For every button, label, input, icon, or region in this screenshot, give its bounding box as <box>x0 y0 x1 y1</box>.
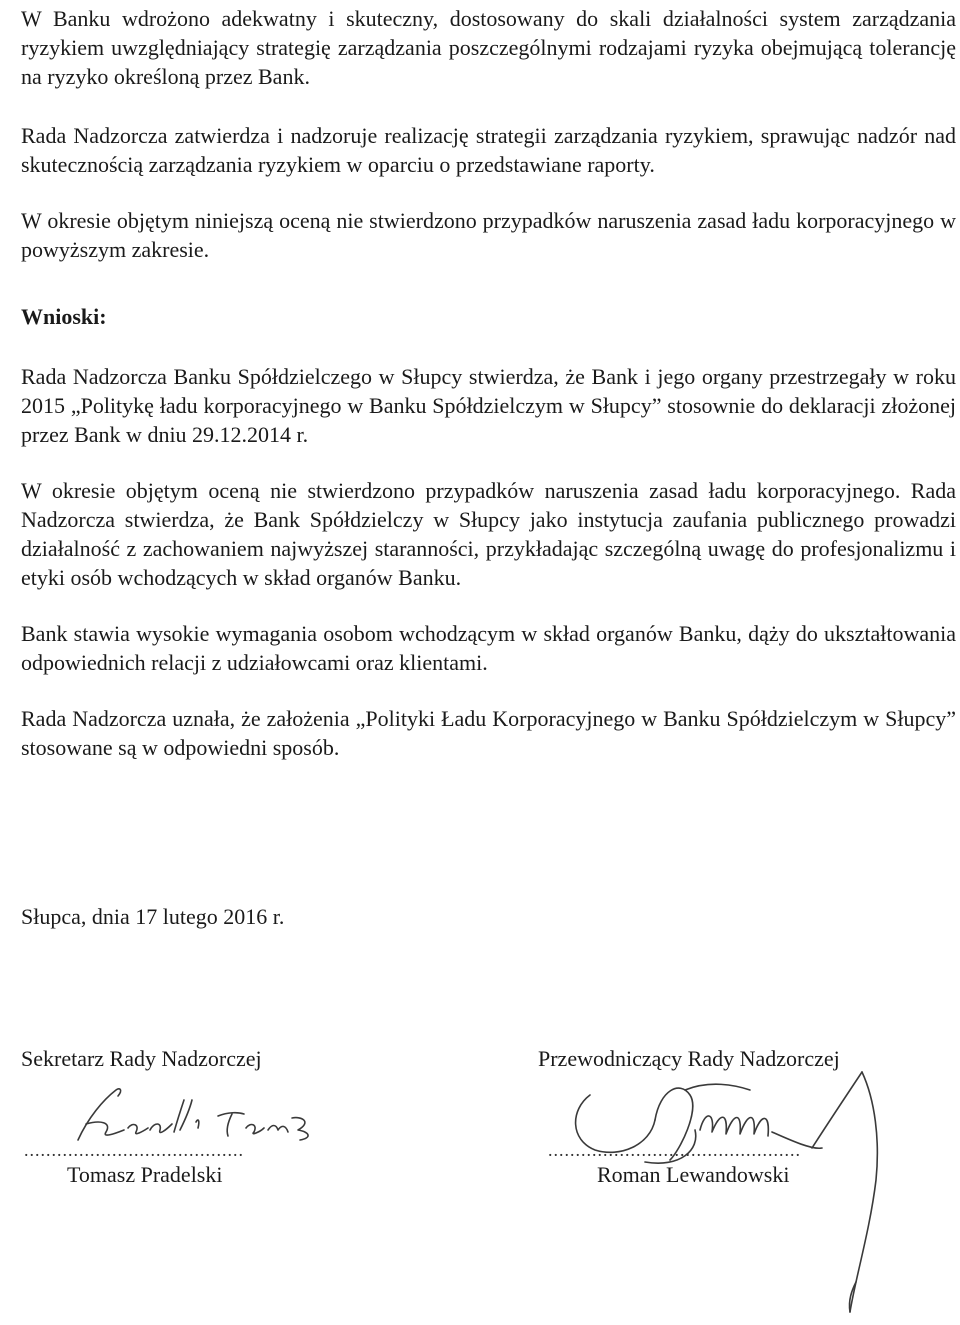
paragraph-no-violations: W okresie objętym niniejszą oceną nie stwierdzono przypadków naruszenia zasad ładu korporacyjnego w powyższym zakresie. <box>21 208 956 262</box>
conclusions-heading: Wnioski: <box>21 304 107 329</box>
chairman-name: Roman Lewandowski <box>597 1162 790 1187</box>
secretary-title: Sekretarz Rady Nadzorczej <box>21 1046 262 1071</box>
conclusion-policy-applied: Rada Nadzorcza uznała, że założenia „Polityki Ładu Korporacyjnego w Banku Spółdzielczym w Słupcy” stosowane są w odpowiedni sposób. <box>21 706 956 760</box>
place-and-date: Słupca, dnia 17 lutego 2016 r. <box>21 904 285 929</box>
conclusion-diligence: W okresie objętym oceną nie stwierdzono przypadków naruszenia zasad ładu korporacyjnego. Rada Nadzorcza stwierdza, że Bank Spółdzielczy w Słupcy jako instytucja zaufania publicznego prowadzi działalność z zachowaniem najwyższej staranności, przykładając szczególną uwagę do profesjonalizmu i etyki osób wchodzących w skład organów Banku. <box>21 478 956 590</box>
chairman-signature-line: .............................................. <box>548 1140 801 1160</box>
paragraph-risk-system: W Banku wdrożono adekwatny i skuteczny, dostosowany do skali działalności system zarządzania ryzykiem uwzględniający strategię zarządzania poszczególnymi rodzajami ryzyka obejmującą tolerancję na ryzyko określoną przez Bank. <box>21 6 956 89</box>
conclusion-compliance: Rada Nadzorcza Banku Spółdzielczego w Słupcy stwierdza, że Bank i jego organy przestrzegały w roku 2015 „Politykę ładu korporacyjnego w Banku Spółdzielczym w Słupcy” stosownie do deklaracji złożonej przez Bank w dniu 29.12.2014 r. <box>21 364 956 447</box>
conclusion-requirements: Bank stawia wysokie wymagania osobom wchodzącym w skład organów Banku, dąży do ukształtowania odpowiednich relacji z udziałowcami oraz klientami. <box>21 621 956 675</box>
secretary-name: Tomasz Pradelski <box>67 1162 223 1187</box>
chairman-title: Przewodniczący Rady Nadzorczej <box>538 1046 840 1071</box>
paragraph-board-supervision: Rada Nadzorcza zatwierdza i nadzoruje realizację strategii zarządzania ryzykiem, sprawując nadzór nad skutecznością zarządzania ryzykiem w oparciu o przedstawiane raporty. <box>21 123 956 177</box>
secretary-signature-line: ........................................ <box>24 1140 244 1160</box>
